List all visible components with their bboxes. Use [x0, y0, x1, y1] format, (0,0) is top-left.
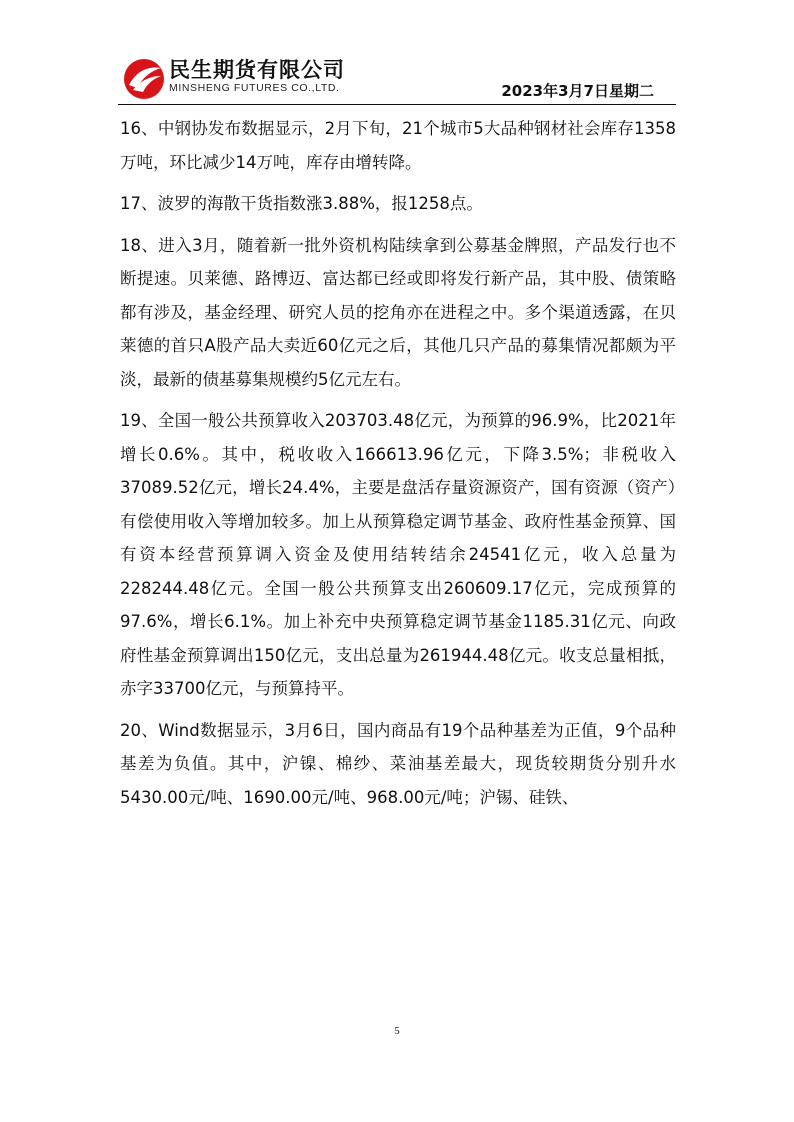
- company-logo: [123, 52, 363, 102]
- company-name-en: MINSHENG FUTURES CO.,LTD.: [169, 82, 340, 94]
- news-item-20: 20、Wind数据显示，3月6日，国内商品有19个品种基差为正值，9个品种基差为负值。其中，沪镍、棉纱、菜油基差最大，现货较期货分别升水5430.00元/吨、1690.00元/吨、968.00元/吨；沪锡、硅铁、: [120, 720, 676, 807]
- news-item-18: 18、进入3月，随着新一批外资机构陆续拿到公募基金牌照，产品发行也不断提速。贝莱德、路博迈、富达都已经或即将发行新产品，其中股、债策略都有涉及，基金经理、研究人员的挖角亦在进程之中。多个渠道透露，在贝莱德的首只A股产品大卖近60亿元之后，其他几只产品的募集情况都颇为平淡，最新的债基募集规模约5亿元左右。: [120, 235, 676, 389]
- minsheng-logo-icon: [123, 58, 165, 100]
- page-number: 5: [394, 1025, 400, 1037]
- report-date: 2023年3月7日星期二: [501, 82, 654, 100]
- news-item-19: 19、全国一般公共预算收入203703.48亿元，为预算的96.9%，比2021年增长0.6%。其中，税收收入166613.96亿元，下降3.5%；非税收入37089.52亿元，增长24.4%，主要是盘活存量资源资产，国有资源（资产）有偿使用收入等增加较多。加上从预算稳定调节基金、政府性基金预算、国有资本经营预算调入资金及使用结转结余24541亿元，收入总量为228244.48亿元。全国一般公共预算支出260609.17亿元，完成预算的97.6%，增长6.1%。加上补充中央预算稳定调节基金1185.31亿元、向政府性基金预算调出150亿元，支出总量为261944.48亿元。收支总量相抵，赤字33700亿元，与预算持平。: [120, 411, 676, 698]
- article-body: [120, 112, 676, 822]
- page-header: [0, 0, 794, 110]
- header-divider: [118, 104, 676, 105]
- news-item-16: 16、中钢协发布数据显示，2月下旬，21个城市5大品种钢材社会库存1358万吨，环比减少14万吨，库存由增转降。: [120, 119, 676, 172]
- news-item-17: 17、波罗的海散干货指数涨3.88%，报1258点。: [120, 194, 483, 213]
- company-name-cn: 民生期货有限公司: [169, 58, 345, 82]
